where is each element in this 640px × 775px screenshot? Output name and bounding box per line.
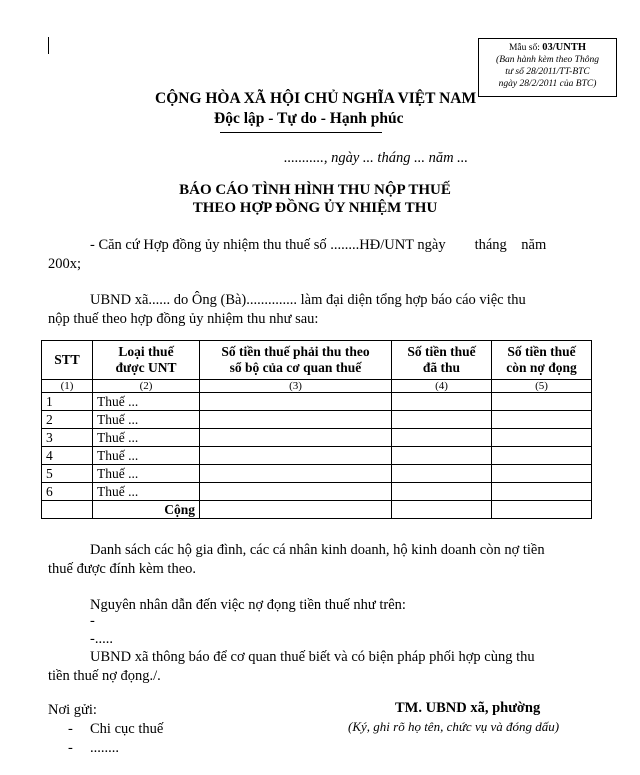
total-row	[42, 501, 592, 519]
report-title-line1: BÁO CÁO TÌNH HÌNH THU NỘP THUẾ	[179, 182, 451, 198]
row-amount-owed	[492, 447, 592, 465]
table-header-row	[42, 341, 592, 380]
recipient-item: ........	[90, 740, 119, 756]
tax-report-table	[41, 340, 592, 519]
row-stt: 3	[42, 429, 93, 447]
debt-list-line-1: Danh sách các hộ gia đình, các cá nhân kinh doanh, hộ kinh doanh còn nợ tiền	[90, 542, 545, 558]
recipient-dash: -	[68, 721, 73, 737]
row-tax-type: Thuế ...	[93, 429, 200, 447]
recipient-item: Chi cục thuế	[90, 721, 164, 737]
report-title-line2: THEO HỢP ĐỒNG ỦY NHIỆM THU	[192, 200, 438, 216]
form-code-box	[478, 38, 617, 97]
row-amount-due	[200, 393, 392, 411]
row-amount-owed	[492, 429, 592, 447]
row-tax-type: Thuế ...	[93, 483, 200, 501]
header-stt-text: STT	[54, 352, 80, 367]
row-amount-paid	[392, 483, 492, 501]
table-row	[42, 447, 592, 465]
total-amount-owed	[492, 501, 592, 519]
row-tax-type: Thuế ...	[93, 393, 200, 411]
row-amount-owed	[492, 483, 592, 501]
header-amount-due-line1: Số tiền thuế phải thu theo	[221, 344, 370, 359]
header-amount-owed	[492, 341, 592, 380]
row-stt: 1	[42, 393, 93, 411]
table-row	[42, 483, 592, 501]
basis-paragraph	[48, 236, 586, 255]
header-stt	[42, 341, 93, 380]
col-number: (2)	[93, 380, 200, 393]
row-amount-due	[200, 429, 392, 447]
row-tax-type: Thuế ...	[93, 447, 200, 465]
reason-line: Nguyên nhân dẫn đến việc nợ đọng tiền thuế như trên:	[90, 597, 406, 613]
row-amount-owed	[492, 465, 592, 483]
row-stt: 6	[42, 483, 93, 501]
header-tax-type-line2: được UNT	[115, 360, 177, 375]
form-code-note-3: ngày 28/2/2011 của BTC)	[498, 79, 597, 89]
row-tax-type: Thuế ...	[93, 465, 200, 483]
notify-line-1: UBND xã thông báo để cơ quan thuế biết và có biện pháp phối hợp cùng thu	[90, 649, 535, 665]
form-code-label: Mẫu số:	[508, 43, 543, 53]
basis-line-2: 200x;	[48, 256, 82, 272]
signature-title: TM. UBND xã, phường	[395, 700, 541, 716]
row-amount-owed	[492, 411, 592, 429]
total-stt	[42, 501, 93, 519]
row-stt: 5	[42, 465, 93, 483]
col-number: (1)	[42, 380, 93, 393]
column-number-row	[42, 380, 592, 393]
total-amount-paid	[392, 501, 492, 519]
ubnd-line-1: UBND xã...... do Ông (Bà).............. làm đại diện tổng hợp báo cáo việc thu	[90, 292, 526, 308]
form-code	[479, 42, 616, 54]
row-stt: 2	[42, 411, 93, 429]
reason-dash-1: -	[90, 613, 95, 629]
date-line: ..........., ngày ... tháng ... năm ...	[284, 150, 469, 166]
total-amount-due	[200, 501, 392, 519]
ubnd-line-2: nộp thuế theo hợp đồng ủy nhiệm thu như sau:	[48, 311, 319, 327]
table-row	[42, 429, 592, 447]
col-number: (3)	[200, 380, 392, 393]
debt-list-line-2: thuế được đính kèm theo.	[48, 561, 197, 577]
header-amount-paid-line2: đã thu	[422, 360, 461, 375]
header-amount-paid-line1: Số tiền thuế	[407, 344, 476, 359]
header-amount-owed-line1: Số tiền thuế	[507, 344, 576, 359]
row-amount-paid	[392, 429, 492, 447]
recipients-label: Nơi gửi:	[48, 702, 97, 718]
row-amount-paid	[392, 465, 492, 483]
table-row	[42, 393, 592, 411]
notify-line-2: tiền thuế nợ đọng./.	[48, 668, 161, 684]
text-cursor	[48, 37, 49, 54]
recipient-dash: -	[68, 740, 73, 756]
row-amount-due	[200, 465, 392, 483]
motto: Độc lập - Tự do - Hạnh phúc	[214, 110, 404, 127]
form-code-value: 03/UNTH	[542, 42, 586, 53]
header-amount-due	[200, 341, 392, 380]
header-amount-owed-line2: còn nợ đọng	[506, 360, 577, 375]
header-tax-type	[93, 341, 200, 380]
table-row	[42, 411, 592, 429]
header-tax-type-line1: Loại thuế	[118, 344, 174, 359]
row-amount-due	[200, 411, 392, 429]
basis-line-1: - Căn cứ Hợp đồng ủy nhiệm thu thuế số ........HĐ/UNT ngày tháng năm	[90, 237, 547, 253]
total-label: Cộng	[93, 501, 200, 519]
table-row	[42, 465, 592, 483]
row-amount-due	[200, 483, 392, 501]
row-amount-paid	[392, 411, 492, 429]
form-code-note-1: (Ban hành kèm theo Thông	[496, 55, 599, 65]
row-amount-paid	[392, 447, 492, 465]
motto-underline	[220, 132, 382, 133]
col-number: (5)	[492, 380, 592, 393]
row-tax-type: Thuế ...	[93, 411, 200, 429]
header-amount-due-line2: sổ bộ của cơ quan thuế	[229, 360, 362, 375]
form-code-note-2: tư số 28/2011/TT-BTC	[505, 67, 590, 77]
signature-note: (Ký, ghi rõ họ tên, chức vụ và đóng dấu)	[348, 719, 560, 734]
row-amount-due	[200, 447, 392, 465]
reason-dash-2: -.....	[90, 631, 113, 647]
row-amount-paid	[392, 393, 492, 411]
row-amount-owed	[492, 393, 592, 411]
col-number: (4)	[392, 380, 492, 393]
header-amount-paid	[392, 341, 492, 380]
row-stt: 4	[42, 447, 93, 465]
republic-heading: CỘNG HÒA XÃ HỘI CHỦ NGHĨA VIỆT NAM	[155, 90, 477, 107]
